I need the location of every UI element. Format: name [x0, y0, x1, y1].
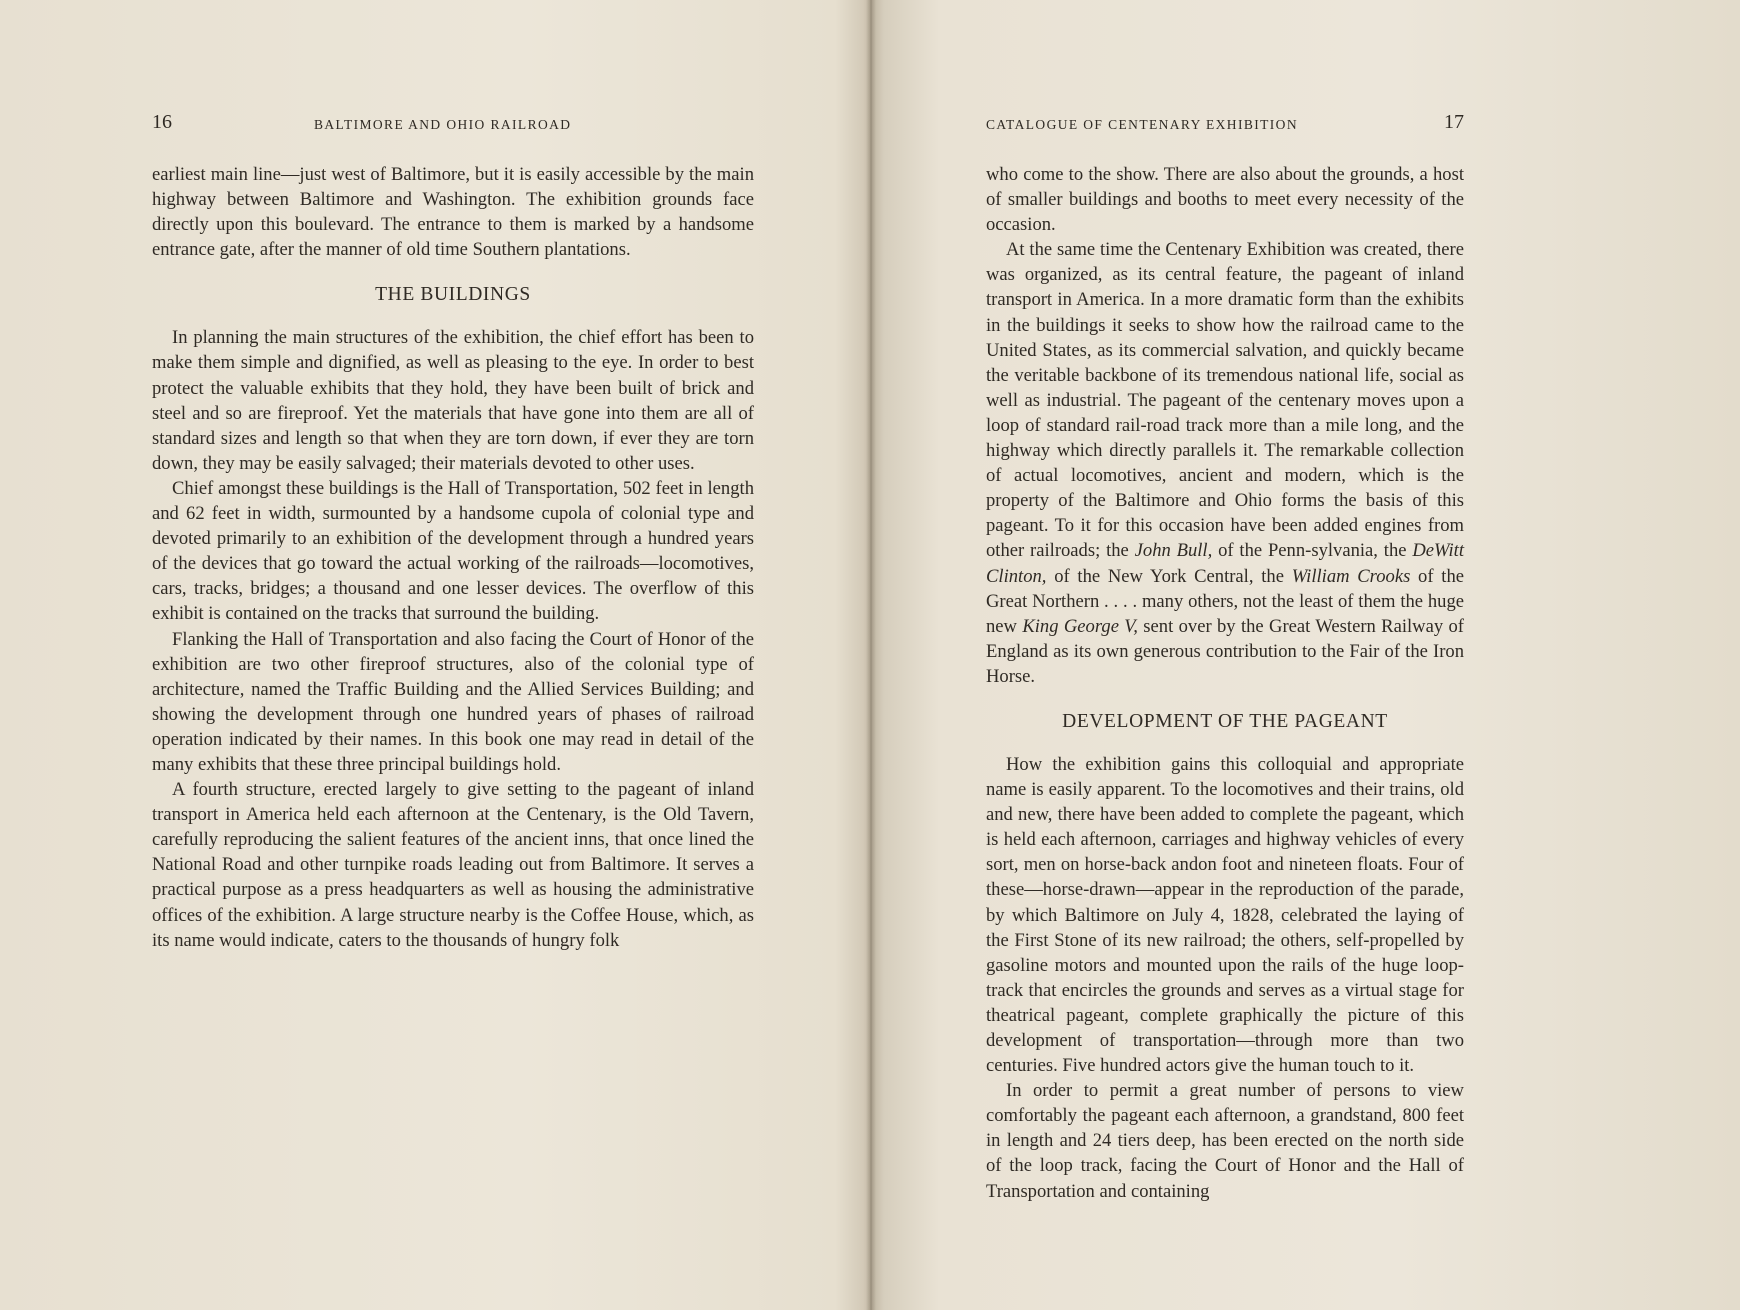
right-paragraph-1-part-a: At the same time the Centenary Exhibition was created, there was organized, as its central feature, the pageant of inland transport in America. In a more dramatic form than the exhibits in the buildings it seeks to show how the railroad came to the United States, as its commercial salvation, and quickly became the veritable backbone of its tremendous national life, social as well as industrial. The pageant of the centenary moves upon a loop of standard rail-road track more than a mile long, and the highway which directly parallels it. The remarkable collection of actual locomotives, ancient and modern, which is the property of the Baltimore and Ohio forms the basis of this pageant. To it for this occasion have been added engines from other railroads; the [986, 239, 1464, 562]
left-running-head [152, 111, 754, 141]
right-paragraph-1-part-d: of the Great Northern . . . . many others, not the least of them the huge new [986, 565, 1464, 637]
left-paragraph-1: In planning the main structures of the exhibition, the chief effort has been to make them simple and dignified, as well as pleasing to the eye. In order to best protect the valuable exhibits that they hold, they have been built of brick and steel and so are fireproof. Yet the materials that have gone into them are all of standard sizes and length so that when they are torn down, if ever they are torn down, they may be easily salvaged; their materials devoted to other uses. [152, 327, 754, 474]
left-paragraph-3: Flanking the Hall of Transportation and also facing the Court of Honor of the exhibition are two other fireproof structures, also of the colonial type of architecture, named the Traffic Building and the Allied Services Building; and showing the development through one hundred years of phases of railroad operation indicated by their names. In this book one may read in detail of the many exhibits that these three principal buildings hold. [152, 628, 754, 775]
right-paragraph-1-part-e: sent over by the Great Western Railway of England as its own generous contribution to the Fair of the Iron Horse. [986, 615, 1464, 687]
right-page [870, 0, 1740, 1310]
right-continued-paragraph: who come to the show. There are also about the grounds, a host of smaller buildings and booths to meet every necessity of the occasion. [986, 164, 1464, 236]
locomotive-name-king-george: King George V, [1022, 615, 1138, 637]
right-paragraph-1 [986, 237, 1464, 689]
right-page-number: 17 [1444, 111, 1464, 133]
locomotive-name-william-crooks: William Crooks [1291, 565, 1411, 587]
left-running-head-title: BALTIMORE AND OHIO RAILROAD [314, 117, 572, 132]
right-paragraph-3: In order to permit a great number of persons to view comfortably the pageant each afternoon, a grandstand, 800 feet in length and 24 tiers deep, has been erected on the north side of the loop track, facing the Court of Honor and the Hall of Transportation and containing [986, 1080, 1464, 1202]
left-page-number: 16 [152, 111, 172, 133]
left-paragraph-2: Chief amongst these buildings is the Hall of Transportation, 502 feet in length and 62 feet in width, surmounted by a handsome cupola of colonial type and devoted primarily to an exhibition of the development through a hundred years of the devices that go toward the actual working of the railroads—locomotives, cars, tracks, bridges; a thousand and one lesser devices. The overflow of this exhibit is contained on the tracks that surround the building. [152, 477, 754, 625]
right-paragraph-2: How the exhibition gains this colloquial and appropriate name is easily apparent. To the locomotives and their trains, old and new, there have been added to complete the pageant, which is held each afternoon, carriages and highway vehicles of every sort, men on horse-back andon foot and nineteen floats. Four of these—horse-drawn—appear in the reproduction of the parade, by which Baltimore on July 4, 1828, celebrated the laying of the First Stone of its new railroad; the others, self-propelled by gasoline motors and mounted upon the rails of the huge loop-track that encircles the grounds and serves as a virtual stage for theatrical pageant, complete graphically the picture of this development of transportation—through more than two centuries. Five hundred actors give the human touch to it. [986, 753, 1464, 1077]
right-running-head [986, 111, 1464, 141]
locomotive-name-dewitt-clinton: DeWitt Clinton, [986, 540, 1464, 587]
right-text-block [986, 162, 1464, 1204]
right-running-head-title: CATALOGUE OF CENTENARY EXHIBITION [986, 117, 1298, 132]
section-heading-buildings: THE BUILDINGS [375, 284, 531, 306]
left-text-block [152, 162, 754, 953]
section-heading-pageant: DEVELOPMENT OF THE PAGEANT [1062, 710, 1388, 732]
right-paragraph-1-part-b: of the Penn-sylvania, the [1212, 540, 1413, 562]
locomotive-name-john-bull: John Bull, [1134, 540, 1213, 562]
right-paragraph-1-part-c: of the New York Central, the [1046, 565, 1292, 587]
left-paragraph-4: A fourth structure, erected largely to give setting to the pageant of inland transport in America held each afternoon at the Centenary, is the Old Tavern, carefully reproducing the salient features of the ancient inns, that once lined the National Road and other turnpike roads leading out from Baltimore. It serves a practical purpose as a press headquarters as well as housing the administrative offices of the exhibition. A large structure nearby is the Coffee House, which, as its name would indicate, caters to the thousands of hungry folk [152, 779, 754, 951]
left-continued-paragraph: earliest main line—just west of Baltimore, but it is easily accessible by the main highway between Baltimore and Washington. The exhibition grounds face directly upon this boulevard. The entrance to them is marked by a handsome entrance gate, after the manner of old time Southern plantations. [152, 164, 754, 261]
